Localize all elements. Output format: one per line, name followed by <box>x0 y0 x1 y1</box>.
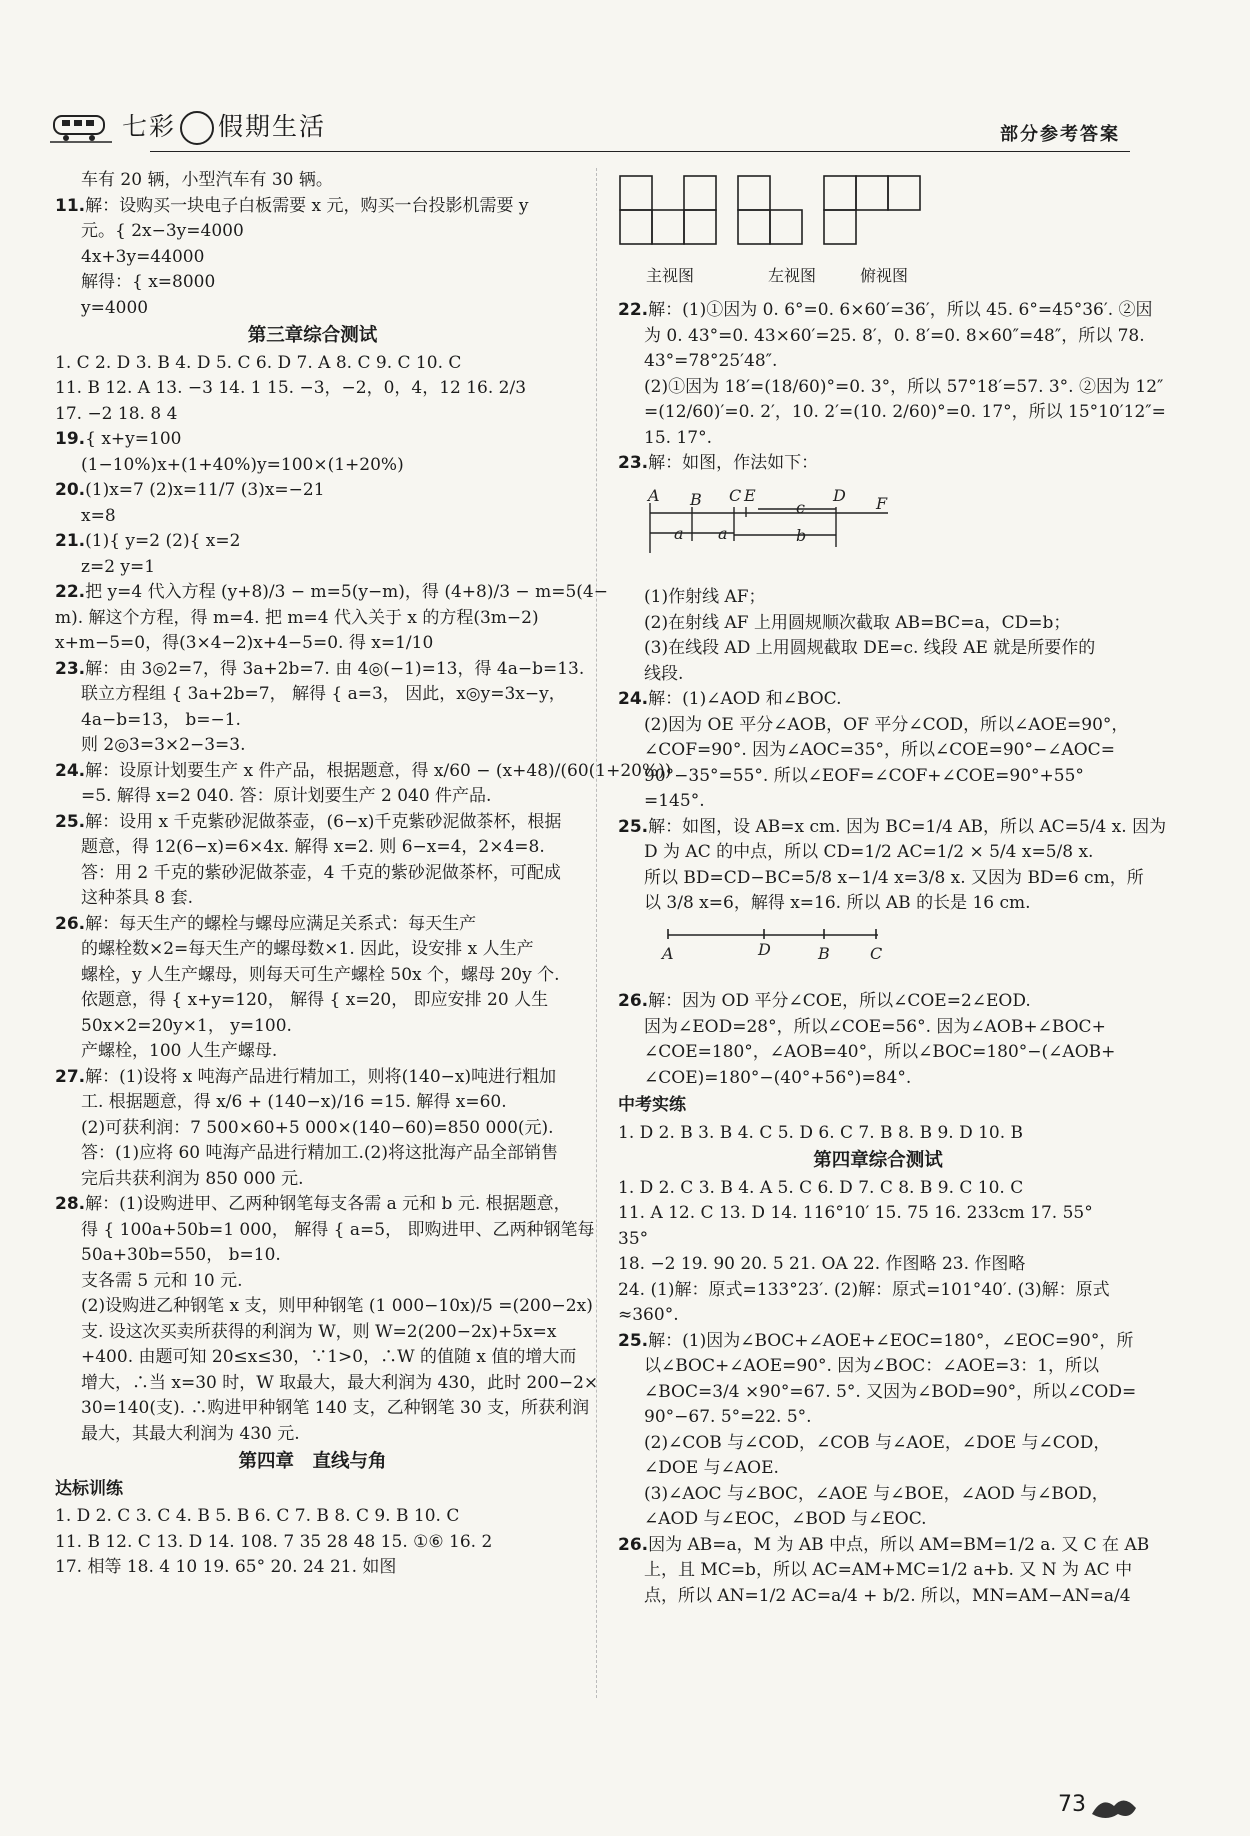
question-text: 解：(1)因为∠BOC+∠AOE+∠EOC=180°，∠EOC=90°，所 <box>648 1330 1134 1351</box>
answer-line: (2)在射线 AF 上用圆规顺次截取 AB=BC=a，CD=b； <box>644 612 1071 633</box>
question-text: 解：(1)设购进甲、乙两种钢笔每支各需 a 元和 b 元. 根据题意， <box>85 1194 571 1214</box>
answer-line: 元。{ 2x−3y=4000 <box>81 221 244 241</box>
answer-line: 30=140(支). ∴购进甲种钢笔 140 支，乙种钢笔 30 支，所获利润 <box>81 1398 590 1418</box>
question-line <box>55 580 608 606</box>
question-text: 解：设购买一块电子白板需要 x 元，购买一台投影机需要 y <box>85 195 529 216</box>
question-line <box>618 815 1167 841</box>
answer-line: (2)因为 OE 平分∠AOB，OF 平分∠COD，所以∠AOE=90°， <box>644 714 1129 735</box>
answer-line: 产螺栓，100 人生产螺母. <box>81 1041 278 1061</box>
answer-line: 支. 设这次买卖所获得的利润为 W，则 W=2(200−2x)+5x=x <box>81 1321 557 1342</box>
answer-line: 1. D 2. C 3. B 4. A 5. C 6. D 7. C 8. B 9. C 10. C <box>618 1177 1024 1198</box>
answer-line: 工. 根据题意，得 x/6 + (140−x)/16 =15. 解得 x=60. <box>81 1092 507 1112</box>
question-number: 22. <box>55 582 86 602</box>
subsection-heading: 中考实练 <box>618 1095 686 1115</box>
answer-line: 上，且 MC=b，所以 AC=AM+MC=1/2 a+b. 又 N 为 AC 中 <box>644 1560 1133 1580</box>
question-line <box>55 194 570 220</box>
section-heading: 第三章综合测试 <box>247 325 378 346</box>
answer-line: ∠COF=90°. 因为∠AOC=35°，所以∠COE=90°−∠AOC= <box>644 740 1115 760</box>
answer-line: 50x×2=20y×1， y=100. <box>81 1015 292 1036</box>
answer-line: (3)在线段 AD 上用圆规截取 DE=c. 线段 AE 就是所要作的 <box>644 638 1096 658</box>
question-number: 25. <box>618 816 649 837</box>
answer-line: 24. (1)解：原式=133°23′. (2)解：原式=101°40′. (3)解：原式 <box>618 1279 1110 1300</box>
question-number: 27. <box>55 1066 86 1087</box>
answer-line: x=8 <box>81 505 116 526</box>
answer-line: =145°. <box>644 791 705 811</box>
answer-line: ∠BOC=3/4 ×90°=67. 5°. 又因为∠BOD=90°，所以∠COD= <box>644 1381 1137 1402</box>
answer-line: =5. 解得 x=2 040. 答：原计划要生产 2 040 件产品. <box>81 786 492 806</box>
answer-line: 4x+3y=44000 <box>81 246 205 267</box>
answer-line: (1)作射线 AF； <box>644 587 766 607</box>
answer-line: 螺栓，y 人生产螺母，则每天可生产螺栓 50x 个，螺母 20y 个. <box>81 964 560 985</box>
question-line <box>618 1329 1138 1355</box>
question-text: 解：(1)设将 x 吨海产品进行精加工，则将(140−x)吨进行粗加 <box>85 1066 557 1087</box>
right-block-b <box>618 585 1167 917</box>
question-number: 22. <box>618 300 649 320</box>
answer-line: =(12/60)′=0. 2′，10. 2′=(10. 2/60)°=0. 17°，所以 15°10′12″= <box>644 402 1166 422</box>
answer-line: y=4000 <box>81 297 149 318</box>
answer-line: 43°=78°25′48″. <box>644 351 778 371</box>
section-label: 部分参考答案 <box>1000 124 1120 145</box>
question-line <box>55 810 570 836</box>
answer-line: 最大，其最大利润为 430 元. <box>81 1423 300 1444</box>
question-number: 11. <box>55 195 86 216</box>
three-views-drawing <box>618 174 978 254</box>
question-number: 23. <box>55 658 86 679</box>
answer-line: 17. −2 18. 8 4 <box>55 403 178 424</box>
question-number: 23. <box>618 453 649 473</box>
train-icon <box>50 106 112 146</box>
answer-line: 11. A 12. C 13. D 14. 116°10′ 15. 75 16. 233cm 17. 55° <box>618 1203 1093 1223</box>
answer-line: D 为 AC 的中点，所以 CD=1/2 AC=1/2 × 5/4 x=5/8 x. <box>644 842 1094 862</box>
answer-line: 1. D 2. C 3. C 4. B 5. B 6. C 7. B 8. C 9. B 10. C <box>55 1506 460 1526</box>
label-B: B <box>690 489 702 509</box>
answer-line: 则 2◎3=3×2−3=3. <box>81 735 246 755</box>
answer-line: 1. C 2. D 3. B 4. D 5. C 6. D 7. A 8. C 9. C 10. C <box>55 352 462 373</box>
question-text: (1){ y=2 (2){ x=2 <box>85 531 241 551</box>
question-line <box>55 912 570 938</box>
figure-23-drawing <box>618 483 918 567</box>
answer-line: +400. 由题可知 20≤x≤30，∵1>0，∴W 的值随 x 值的增大而 <box>81 1347 577 1367</box>
answer-line: 答：用 2 千克的紫砂泥做茶壶，4 千克的紫砂泥做茶杯，可配成 <box>81 862 561 883</box>
answer-line: x+m−5=0，得(3×4−2)x+4−5=0. 得 x=1/10 <box>55 633 434 653</box>
answer-line: 答：(1)应将 60 吨海产品进行精加工.(2)将这批海产品全部销售 <box>81 1143 559 1163</box>
fig25-A: A <box>662 943 674 963</box>
label-a2: a <box>718 523 728 543</box>
section-heading: 第四章综合测试 <box>813 1150 943 1171</box>
brand-ring <box>180 111 214 145</box>
label-a1: a <box>674 523 684 543</box>
brand-logo <box>50 100 326 152</box>
answer-line: 依题意，得 { x+y=120， 解得 { x=20， 即应安排 20 人生 <box>81 990 549 1010</box>
question-text: 解：设用 x 千克紫砂泥做茶壶，(6−x)千克紫砂泥做茶杯，根据 <box>85 811 562 832</box>
question-text: (1)x=7 (2)x=11/7 (3)x=−21 <box>85 480 325 500</box>
question-number: 21. <box>55 531 86 551</box>
question-line <box>55 478 570 504</box>
question-line <box>618 687 1138 713</box>
front-view-caption: 主视图 <box>646 265 695 285</box>
answer-line: ∠COE=180°，∠AOB=40°，所以∠BOC=180°−(∠AOB+ <box>644 1042 1116 1062</box>
answer-line: (2)①因为 18′=(18/60)°=0. 3°，所以 57°18′=57. 3°. ②因为 12″ <box>644 376 1164 397</box>
section-heading: 第四章 直线与角 <box>238 1451 387 1472</box>
question-line <box>55 529 570 555</box>
answer-line: (2)设购进乙种钢笔 x 支，则甲种钢笔 (1 000−10x)/5 =(200−2x) <box>81 1296 593 1316</box>
answer-line: 4a−b=13， b=−1. <box>81 709 241 730</box>
question-number: 25. <box>55 811 86 832</box>
answer-line: 完后共获利润为 850 000 元. <box>81 1168 304 1189</box>
label-F: F <box>876 493 888 513</box>
fig25-C: C <box>870 943 883 963</box>
fig25-B: B <box>818 943 830 963</box>
answer-line: 的螺栓数×2=每天生产的螺母数×1. 因此，设安排 x 人生产 <box>81 939 534 959</box>
figure-23 <box>618 483 1138 576</box>
answer-line: 11. B 12. C 13. D 14. 108. 7 35 28 48 15. ①⑥ 16. 2 <box>55 1531 493 1552</box>
question-line <box>618 298 1153 324</box>
label-A: A <box>648 485 660 505</box>
question-line <box>618 451 1138 477</box>
answer-line: 题意，得 12(6−x)=6×4x. 解得 x=2. 则 6−x=4，2×4=8. <box>81 837 545 857</box>
answer-line: 得 { 100a+50b=1 000， 解得 { a=5， 即购进甲、乙两种钢笔每 <box>81 1219 595 1240</box>
question-text: 解：如图，设 AB=x cm. 因为 BC=1/4 AB，所以 AC=5/4 x. 因为 <box>648 816 1167 837</box>
question-line <box>55 657 585 683</box>
label-E: E <box>744 485 756 505</box>
figure-25 <box>618 923 1138 980</box>
answer-line: 联立方程组 { 3a+2b=7， 解得 { a=3， 因此，x◎y=3x−y， <box>81 684 566 704</box>
answer-line: ∠DOE 与∠AOE. <box>644 1458 779 1478</box>
answer-line: 35° <box>618 1228 649 1249</box>
answer-line: 15. 17°. <box>644 427 712 448</box>
answer-line: 11. B 12. A 13. −3 14. 1 15. −3，−2，0，4，12 16. 2/3 <box>55 378 527 398</box>
answer-line: 90°−35°=55°. 所以∠EOF=∠COF+∠COE=90°+55° <box>644 765 1084 786</box>
answer-line: z=2 y=1 <box>81 556 156 577</box>
answer-line: 18. −2 19. 90 20. 5 21. OA 22. 作图略 23. 作图略 <box>618 1254 1026 1274</box>
question-line <box>55 1065 570 1091</box>
fig25-D: D <box>758 939 771 959</box>
question-number: 20. <box>55 480 86 500</box>
question-text: 解：(1)∠AOD 和∠BOC. <box>648 689 842 709</box>
question-text: 把 y=4 代入方程 (y+8)/3 − m=5(y−m)，得 (4+8)/3 − m=5(4− <box>85 582 608 602</box>
left-view-caption: 左视图 <box>768 265 817 285</box>
question-number: 24. <box>618 689 649 709</box>
question-line <box>618 1533 1150 1559</box>
question-line <box>55 427 570 453</box>
answer-line: 点，所以 AN=1/2 AC=a/4 + b/2. 所以，MN=AM−AN=a/4 <box>644 1585 1131 1606</box>
answer-line: (1−10%)x+(1+40%)y=100×(1+20%) <box>81 454 404 475</box>
answer-line: 17. 相等 18. 4 10 19. 65° 20. 24 21. 如图 <box>55 1557 397 1577</box>
top-view-caption: 俯视图 <box>860 265 909 285</box>
answer-line: ∠COE)=180°−(40°+56°)=84°. <box>644 1067 912 1088</box>
label-D: D <box>833 485 846 505</box>
subsection-heading: 达标训练 <box>55 1478 123 1499</box>
answer-line: 以∠BOC+∠AOE=90°. 因为∠BOC：∠AOE=3：1，所以 <box>644 1356 1100 1376</box>
answer-line: 支各需 5 元和 10 元. <box>81 1270 243 1291</box>
answer-line: ∠AOD 与∠EOC，∠BOD 与∠EOC. <box>644 1509 927 1529</box>
right-block-a <box>618 298 1166 477</box>
label-b: b <box>796 525 807 545</box>
answer-line: 解得：{ x=8000 <box>81 272 216 292</box>
header-rule <box>150 151 1130 152</box>
question-number: 19. <box>55 429 86 449</box>
question-number: 28. <box>55 1194 86 1214</box>
answer-line: ≈360°. <box>618 1305 679 1325</box>
answer-line: 因为∠EOD=28°，所以∠COE=56°. 因为∠AOB+∠BOC+ <box>644 1016 1106 1037</box>
answer-line: 线段. <box>644 663 684 684</box>
answer-line: 车有 20 辆，小型汽车有 30 辆。 <box>81 170 333 190</box>
question-number: 24. <box>55 760 86 781</box>
answer-line: 为 0. 43°=0. 43×60′=25. 8′，0. 8′=0. 8×60″=48″，所以 78. <box>644 325 1145 346</box>
question-text: 解：设原计划要生产 x 件产品，根据题意，得 x/60 − (x+48)/(60(1+20%)) <box>85 760 672 781</box>
page-corner-icon <box>1090 1792 1140 1822</box>
question-text: { x+y=100 <box>85 429 182 449</box>
right-block-c <box>618 989 1150 1609</box>
answer-line: 所以 BD=CD−BC=5/8 x−1/4 x=3/8 x. 又因为 BD=6 cm，所 <box>644 867 1144 888</box>
answer-line: 50a+30b=550， b=10. <box>81 1245 281 1265</box>
page-header <box>50 100 1130 152</box>
column-divider <box>596 168 597 1698</box>
question-text: 因为 AB=a，M 为 AB 中点，所以 AM=BM=1/2 a. 又 C 在 AB <box>648 1534 1150 1555</box>
answer-line: (2)可获利润：7 500×60+5 000×(140−60)=850 000(元). <box>81 1117 554 1138</box>
answer-line: (3)∠AOC 与∠BOC，∠AOE 与∠BOE，∠AOD 与∠BOD， <box>644 1483 1109 1504</box>
answer-line: 以 3/8 x=6，解得 x=16. 所以 AB 的长是 16 cm. <box>644 893 1031 913</box>
question-text: 解：由 3◎2=7，得 3a+2b=7. 由 4◎(−1)=13，得 4a−b=13. <box>85 658 585 679</box>
question-number: 26. <box>55 913 86 934</box>
answer-line: m). 解这个方程，得 m=4. 把 m=4 代入关于 x 的方程(3m−2) <box>55 607 539 628</box>
brand-title: 七彩 假期生活 <box>122 107 326 146</box>
question-text: 解：每天生产的螺栓与螺母应满足关系式：每天生产 <box>85 913 477 934</box>
figure-25-drawing <box>618 923 938 971</box>
three-views-figure <box>618 174 1138 288</box>
right-column <box>618 168 1167 1609</box>
question-line <box>55 1192 570 1218</box>
question-text: 解：如图，作法如下： <box>648 453 819 473</box>
label-c: c <box>796 497 805 517</box>
page-number: 73 <box>1058 1792 1086 1817</box>
three-views-captions <box>618 263 1138 289</box>
question-number: 26. <box>618 1534 649 1555</box>
question-text: 解：(1)①因为 0. 6°=0. 6×60′=36′，所以 45. 6°=45°36′. ②因 <box>648 300 1153 320</box>
question-line <box>55 759 672 785</box>
answer-line: (2)∠COB 与∠COD，∠COB 与∠AOE，∠DOE 与∠COD， <box>644 1432 1111 1453</box>
answer-line: 这种茶具 8 套. <box>81 888 194 908</box>
answer-line: 90°−67. 5°=22. 5°. <box>644 1407 812 1427</box>
question-number: 26. <box>618 991 649 1011</box>
question-text: 解：因为 OD 平分∠COE，所以∠COE=2∠EOD. <box>648 991 1031 1011</box>
question-line <box>618 989 1138 1015</box>
answer-line: 1. D 2. B 3. B 4. C 5. D 6. C 7. B 8. B 9. D 10. B <box>618 1122 1024 1143</box>
answer-line: 增大，∴当 x=30 时，W 取最大，最大利润为 430，此时 200−2× <box>81 1372 599 1393</box>
question-number: 25. <box>618 1330 649 1351</box>
label-C: C <box>729 485 742 505</box>
